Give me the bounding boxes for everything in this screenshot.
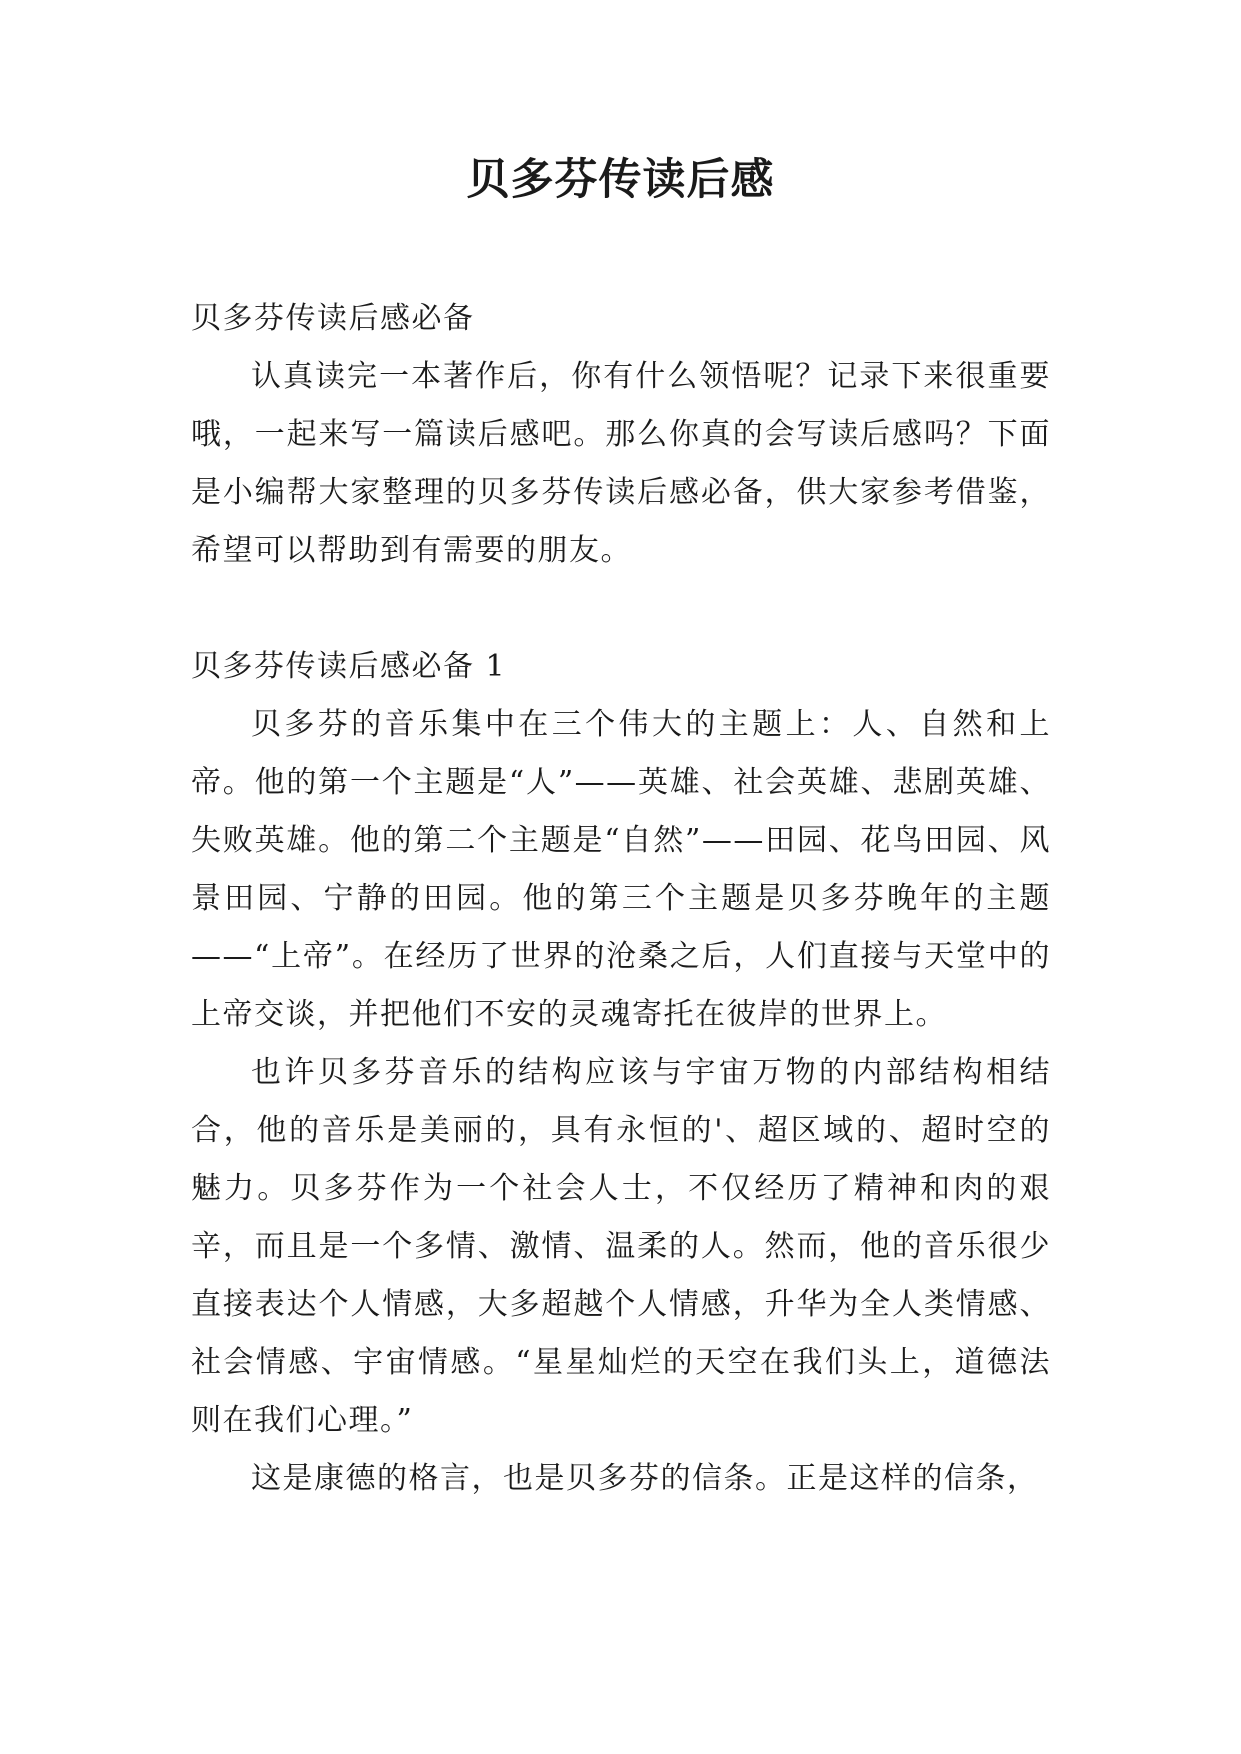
- document-title: 贝多芬传读后感: [466, 155, 775, 205]
- section-heading-main: 贝多芬传读后感必备: [191, 301, 475, 336]
- body-paragraph-1: 贝多芬的音乐集中在三个伟大的主题上：人、自然和上帝。他的第一个主题是“人”——英雄、社会英雄、悲剧英雄、失败英雄。他的第二个主题是“自然”——田园、花鸟田园、风景田园、宁静的田园。他的第三个主题是贝多芬晚年的主题——“上帝”。在经历了世界的沧桑之后，人们直接与天堂中的上帝交谈，并把他们不安的灵魂寄托在彼岸的世界上。: [191, 707, 1051, 1032]
- body-paragraph-2: 也许贝多芬音乐的结构应该与宇宙万物的内部结构相结合，他的音乐是美丽的，具有永恒的'、超区域的、超时空的魅力。贝多芬作为一个社会人士，不仅经历了精神和肉的艰辛，而且是一个多情、激情、温柔的人。然而，他的音乐很少直接表达个人情感，大多超越个人情感，升华为全人类情感、社会情感、宇宙情感。“星星灿烂的天空在我们头上，道德法则在我们心理。”: [191, 1055, 1051, 1438]
- document-body: [191, 290, 1051, 1508]
- intro-paragraph: 认真读完一本著作后，你有什么领悟呢？记录下来很重要哦，一起来写一篇读后感吧。那么你真的会写读后感吗？下面是小编帮大家整理的贝多芬传读后感必备，供大家参考借鉴，希望可以帮助到有需要的朋友。: [191, 359, 1051, 568]
- body-paragraph-3: 这是康德的格言，也是贝多芬的信条。正是这样的信条，: [251, 1461, 1039, 1496]
- section-heading-1: 贝多芬传读后感必备 1: [191, 649, 507, 684]
